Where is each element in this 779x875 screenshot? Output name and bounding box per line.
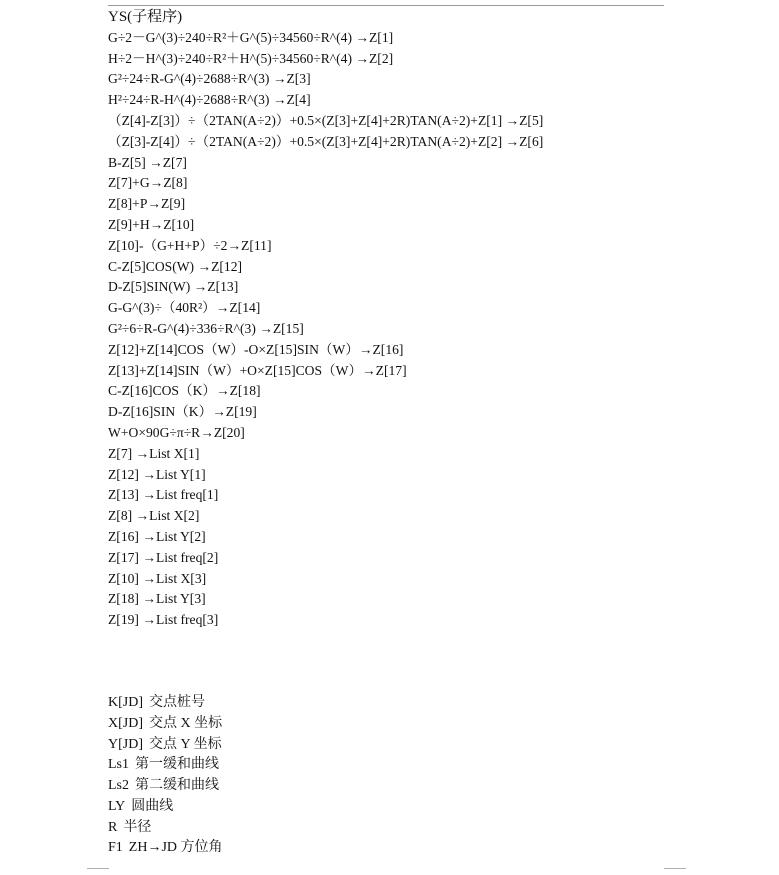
- document-body: [108, 7, 668, 859]
- page-header-rule: [108, 5, 664, 6]
- program-line: Z[13] →List freq[1]: [108, 487, 219, 503]
- variable-legend: [108, 693, 668, 859]
- legend-key: X[JD]: [108, 715, 143, 731]
- program-line: Z[7] →List X[1]: [108, 445, 200, 461]
- legend-entry: [108, 838, 668, 859]
- legend-entry: [108, 755, 668, 776]
- legend-description: 半径: [123, 819, 152, 835]
- legend-description: 交点 Y 坐标: [149, 736, 222, 752]
- legend-key: Y[JD]: [108, 736, 143, 752]
- legend-key: LY: [108, 798, 126, 814]
- program-line: Z[18] →List Y[3]: [108, 591, 206, 607]
- legend-entry: [108, 714, 668, 735]
- program-line: D-Z[5]SIN(W) →Z[13]: [108, 279, 239, 295]
- program-line: Z[12] →List Y[1]: [108, 466, 206, 482]
- program-line: G-G^(3)÷（40R²）→Z[14]: [108, 300, 261, 316]
- legend-key: K[JD]: [108, 694, 143, 710]
- legend-entry: [108, 797, 668, 818]
- program-code-block: [108, 28, 668, 631]
- program-line: W+O×90G÷π÷R→Z[20]: [108, 424, 245, 440]
- program-line: Z[17] →List freq[2]: [108, 549, 219, 565]
- legend-entry: [108, 735, 668, 756]
- program-line: Z[10] →List X[3]: [108, 570, 207, 586]
- legend-description: 第一缓和曲线: [135, 757, 219, 773]
- legend-description: 第二缓和曲线: [135, 778, 219, 794]
- program-title: YS(子程序): [108, 9, 183, 25]
- legend-key: F1: [108, 840, 123, 856]
- program-line: H÷2－H^(3)÷240÷R²＋H^(5)÷34560÷R^(4) →Z[2]: [108, 50, 394, 66]
- legend-description: 交点桩号: [149, 694, 205, 710]
- program-line: D-Z[16]SIN（K）→Z[19]: [108, 404, 257, 420]
- legend-description: 圆曲线: [131, 798, 174, 814]
- legend-description: 交点 X 坐标: [149, 715, 223, 731]
- program-line: Z[12]+Z[14]COS（W）-O×Z[15]SIN（W）→Z[16]: [108, 341, 404, 357]
- legend-entry: [108, 818, 668, 839]
- program-line: G²÷6÷R-G^(4)÷336÷R^(3) →Z[15]: [108, 320, 304, 336]
- legend-key: Ls2: [108, 778, 129, 794]
- program-line: （Z[3]-Z[4]）÷（2TAN(A÷2)）+0.5×(Z[3]+Z[4]+2R)TAN(A÷2)+Z[2] →Z[6]: [108, 133, 544, 149]
- program-line: Z[16] →List Y[2]: [108, 528, 206, 544]
- blank-spacing: [108, 631, 668, 693]
- program-line: Z[19] →List freq[3]: [108, 612, 219, 628]
- program-line: G²÷24÷R-G^(4)÷2688÷R^(3) →Z[3]: [108, 71, 311, 87]
- program-line: Z[13]+Z[14]SIN（W）+O×Z[15]COS（W）→Z[17]: [108, 362, 407, 378]
- program-line: B-Z[5] →Z[7]: [108, 154, 187, 170]
- program-line: Z[8] →List X[2]: [108, 508, 200, 524]
- legend-key: Ls1: [108, 757, 129, 773]
- legend-entry: [108, 693, 668, 714]
- program-line: G÷2－G^(3)÷240÷R²＋G^(5)÷34560÷R^(4) →Z[1]: [108, 29, 394, 45]
- legend-entry: [108, 776, 668, 797]
- program-line: Z[9]+H→Z[10]: [108, 216, 195, 232]
- program-line: C-Z[5]COS(W) →Z[12]: [108, 258, 243, 274]
- program-line: Z[7]+G→Z[8]: [108, 175, 188, 191]
- program-line: Z[8]+P→Z[9]: [108, 196, 186, 212]
- program-line: Z[10]-（G+H+P）÷2→Z[11]: [108, 237, 272, 253]
- program-line: C-Z[16]COS（K）→Z[18]: [108, 383, 261, 399]
- legend-description: ZH→JD 方位角: [128, 840, 223, 856]
- program-line: H²÷24÷R-H^(4)÷2688÷R^(3) →Z[4]: [108, 92, 311, 108]
- program-line: （Z[4]-Z[3]）÷（2TAN(A÷2)）+0.5×(Z[3]+Z[4]+2R)TAN(A÷2)+Z[1] →Z[5]: [108, 112, 544, 128]
- legend-key: R: [108, 819, 118, 835]
